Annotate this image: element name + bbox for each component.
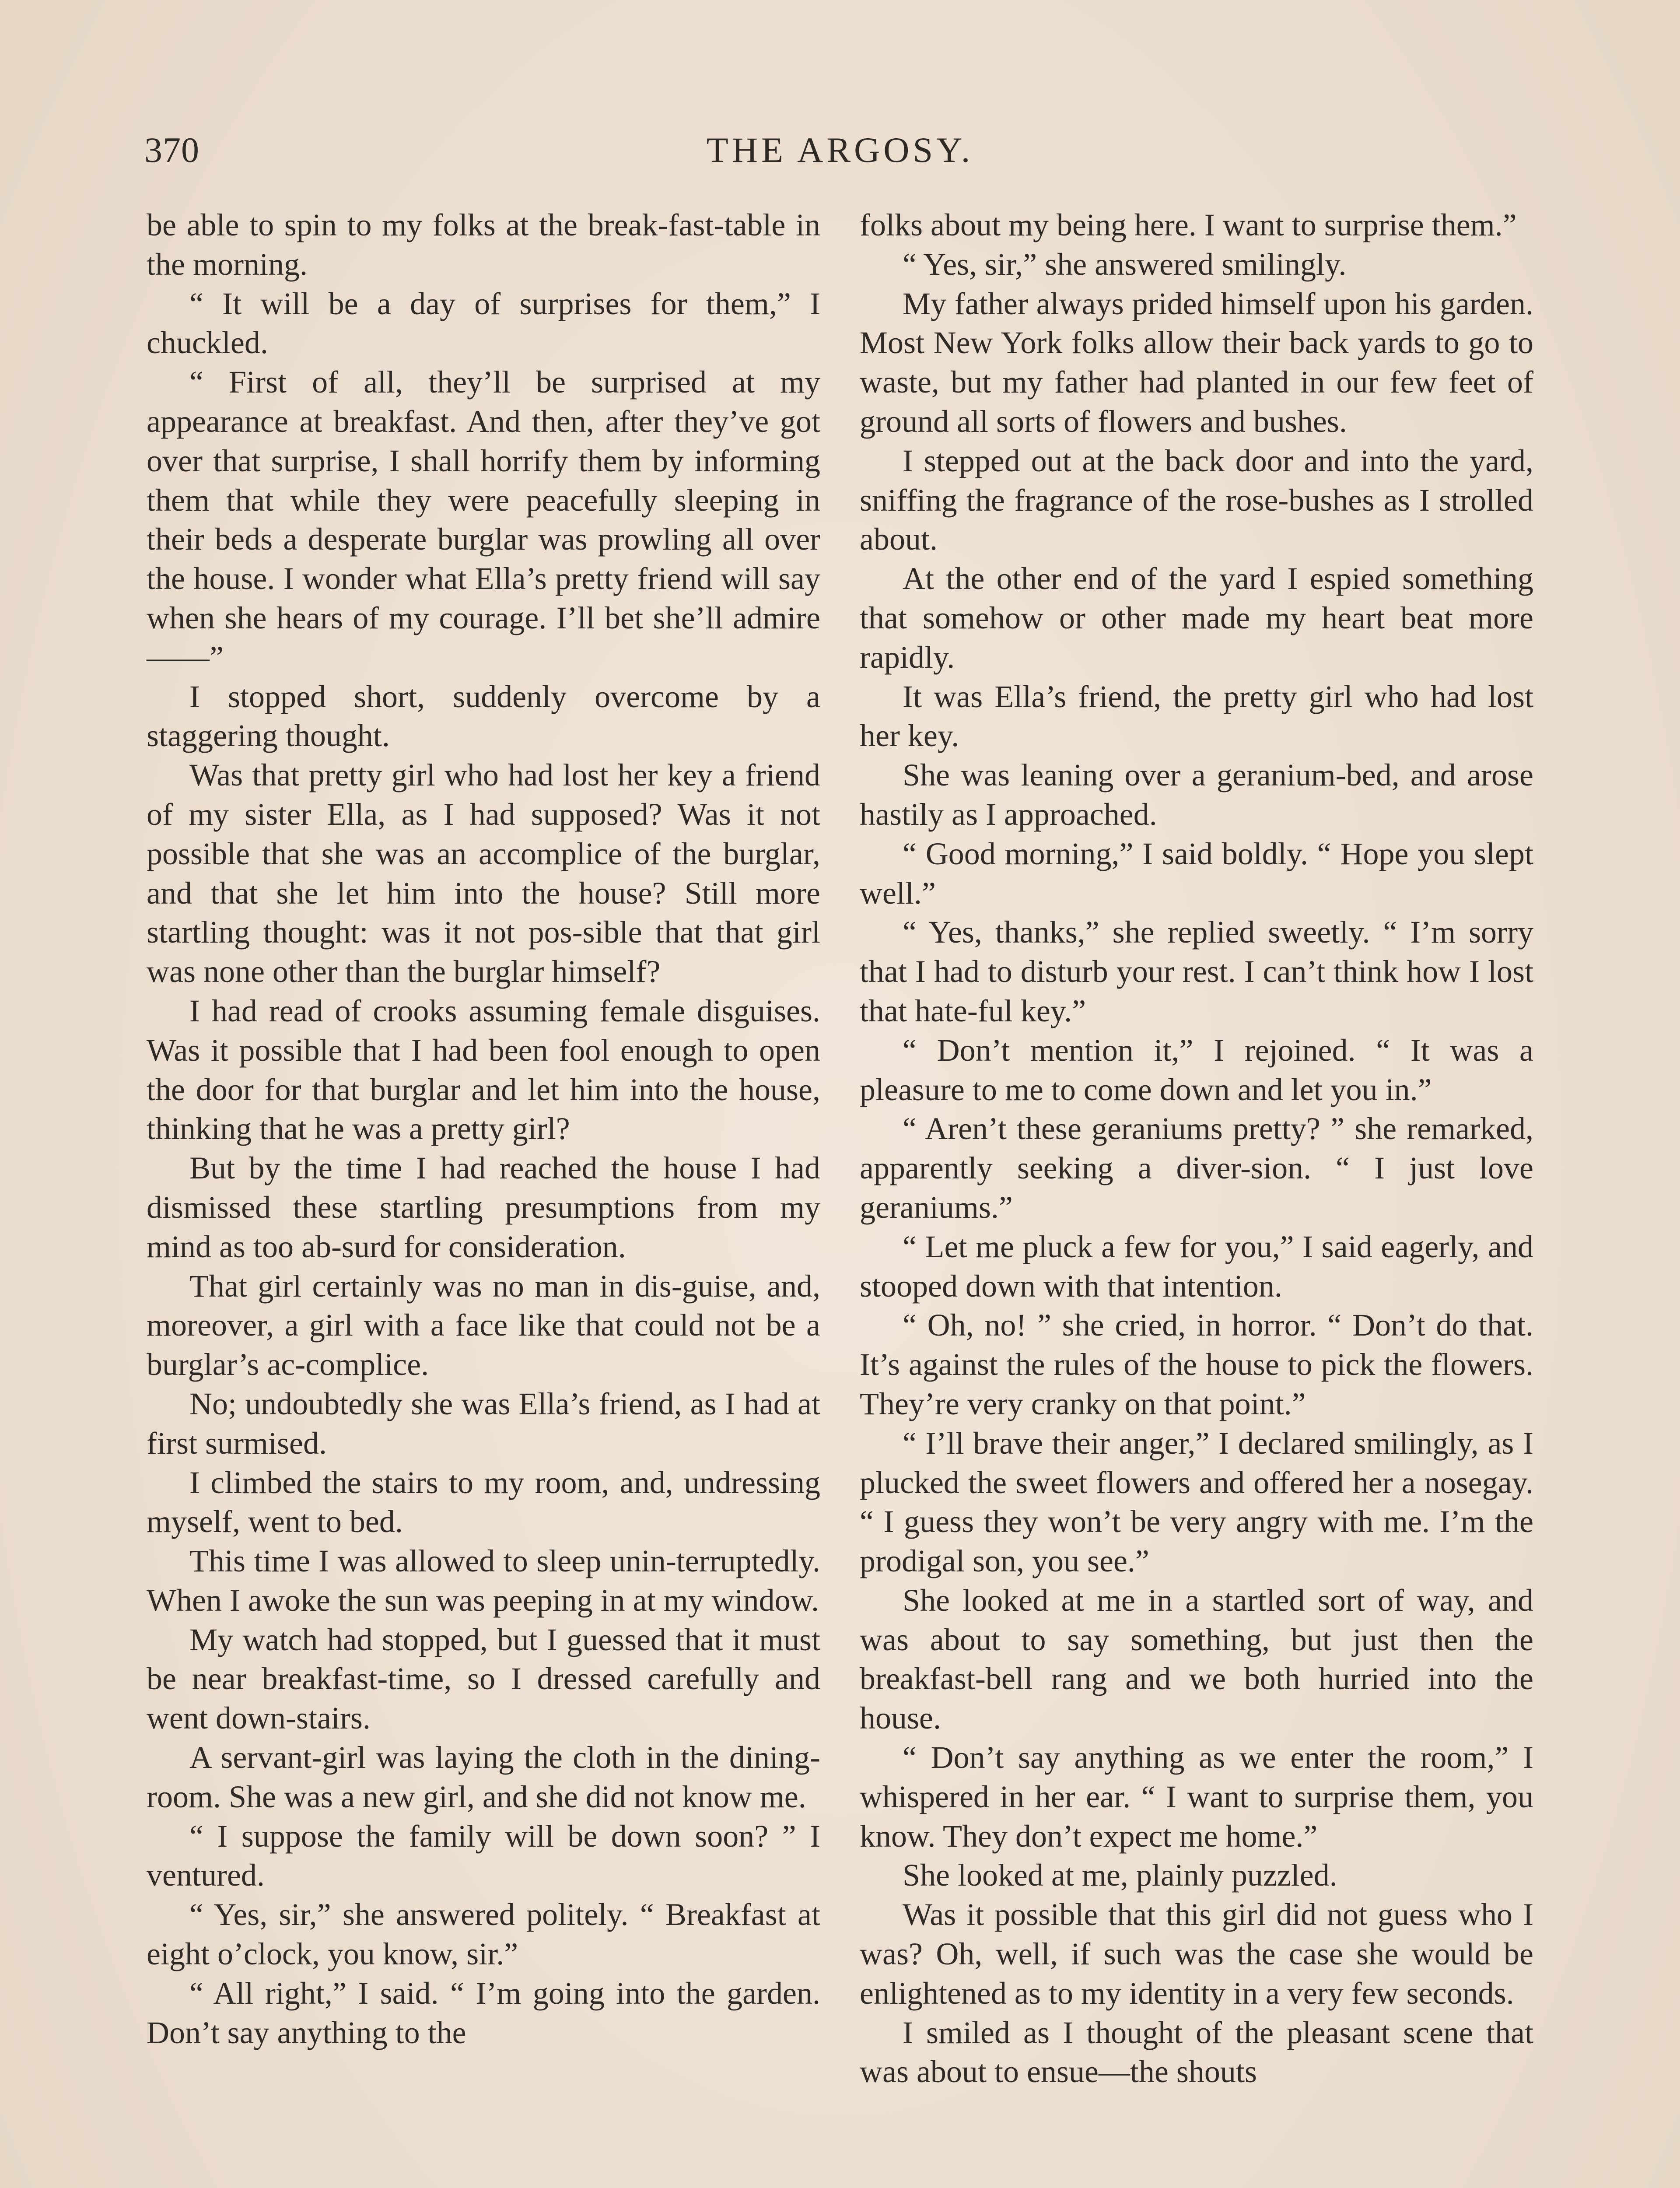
paragraph: “ Don’t mention it,” I rejoined. “ It was a pleasure to me to come down and let you in.” <box>860 1032 1533 1107</box>
paragraph: I smiled as I thought of the pleasant scene that was about to ensue—the shouts <box>860 2015 1533 2090</box>
paragraph: At the other end of the yard I espied something that somehow or other made my heart beat more rapidly. <box>860 561 1533 675</box>
paragraph: My father always prided himself upon his garden. Most New York folks allow their back yards to go to waste, but my father had planted in our few feet of ground all sorts of flowers and bushes. <box>860 286 1533 439</box>
paragraph: I stopped short, suddenly overcome by a staggering thought. <box>147 679 820 754</box>
paragraph: No; undoubtedly she was Ella’s friend, as I had at first surmised. <box>147 1386 820 1461</box>
paragraph: “ Yes, sir,” she answered smilingly. <box>903 246 1347 282</box>
paragraph: folks about my being here. I want to surprise them.” <box>860 207 1517 242</box>
paragraph: She looked at me, plainly puzzled. <box>903 1858 1337 1893</box>
paragraph: “ Yes, sir,” she answered politely. “ Breakfast at eight o’clock, you know, sir.” <box>147 1897 820 1972</box>
paragraph: My watch had stopped, but I guessed that it must be near breakfast-time, so I dressed carefully and went down-stairs. <box>147 1622 820 1736</box>
running-title: THE ARGOSY. <box>706 130 974 170</box>
paragraph: It was Ella’s friend, the pretty girl who had lost her key. <box>860 679 1533 754</box>
paragraph: “ Good morning,” I said boldly. “ Hope you slept well.” <box>860 836 1533 911</box>
paragraph: I had read of crooks assuming female disguises. Was it possible that I had been fool enough to open the door for that burglar and let him into the house, thinking that he was a pretty girl? <box>147 993 820 1147</box>
paragraph: She looked at me in a startled sort of way, and was about to say something, but just then the breakfast-bell rang and we both hurried into the house. <box>860 1582 1533 1736</box>
paragraph: be able to spin to my folks at the break-fast-table in the morning. <box>147 207 820 282</box>
paragraph: “ Aren’t these geraniums pretty? ” she remarked, apparently seeking a diver-sion. “ I just love geraniums.” <box>860 1111 1533 1225</box>
left-text-column <box>147 206 820 2052</box>
paragraph: A servant-girl was laying the cloth in the dining-room. She was a new girl, and she did not know me. <box>147 1740 820 1814</box>
paragraph: I climbed the stairs to my room, and, undressing myself, went to bed. <box>147 1465 820 1539</box>
paragraph: I stepped out at the back door and into the yard, sniffing the fragrance of the rose-bushes as I strolled about. <box>860 443 1533 557</box>
page-number: 370 <box>144 130 200 170</box>
paragraph: “ Don’t say anything as we enter the room,” I whispered in her ear. “ I want to surprise them, you know. They don’t expect me home.” <box>860 1740 1533 1854</box>
paragraph: But by the time I had reached the house I had dismissed these startling presumptions from my mind as too ab-surd for consideration. <box>147 1150 820 1264</box>
paragraph: “ Let me pluck a few for you,” I said eagerly, and stooped down with that intention. <box>860 1229 1533 1304</box>
right-text-column <box>860 206 1533 2092</box>
paragraph: “ I’ll brave their anger,” I declared smilingly, as I plucked the sweet flowers and offered her a nosegay. “ I guess they won’t be very angry with me. I’m the prodigal son, you see.” <box>860 1425 1533 1579</box>
paragraph: This time I was allowed to sleep unin-terruptedly. When I awoke the sun was peeping in at my window. <box>147 1543 820 1618</box>
paragraph: Was it possible that this girl did not guess who I was? Oh, well, if such was the case she would be enlightened as to my identity in a very few seconds. <box>860 1897 1533 2011</box>
page-header <box>144 126 1536 183</box>
paragraph: That girl certainly was no man in dis-guise, and, moreover, a girl with a face like that could not be a burglar’s ac-complice. <box>147 1268 820 1382</box>
paragraph: “ All right,” I said. “ I’m going into the garden. Don’t say anything to the <box>147 1975 820 2050</box>
paragraph: “ It will be a day of surprises for them,” I chuckled. <box>147 286 820 361</box>
paragraph: “ Oh, no! ” she cried, in horror. “ Don’t do that. It’s against the rules of the house to pick the flowers. They’re very cranky on that point.” <box>860 1308 1533 1421</box>
paragraph: “ I suppose the family will be down soon? ” I ventured. <box>147 1818 820 1893</box>
paragraph: “ First of all, they’ll be surprised at my appearance at breakfast. And then, after they’ve got over that surprise, I shall horrify them by informing them that while they were peacefully sleeping in their beds a desperate burglar was prowling all over the house. I wonder what Ella’s pretty friend will say when she hears of my courage. I’ll bet she’ll admire——” <box>147 365 820 675</box>
paragraph: Was that pretty girl who had lost her key a friend of my sister Ella, as I had supposed? Was it not possible that she was an accomplice of the burglar, and that she let him into the house? Still more startling thought: was it not pos-sible that that girl was none other than the burglar himself? <box>147 757 820 989</box>
paragraph: “ Yes, thanks,” she replied sweetly. “ I’m sorry that I had to disturb your rest. I can’t think how I lost that hate-ful key.” <box>860 915 1533 1028</box>
paragraph: She was leaning over a geranium-bed, and arose hastily as I approached. <box>860 757 1533 832</box>
